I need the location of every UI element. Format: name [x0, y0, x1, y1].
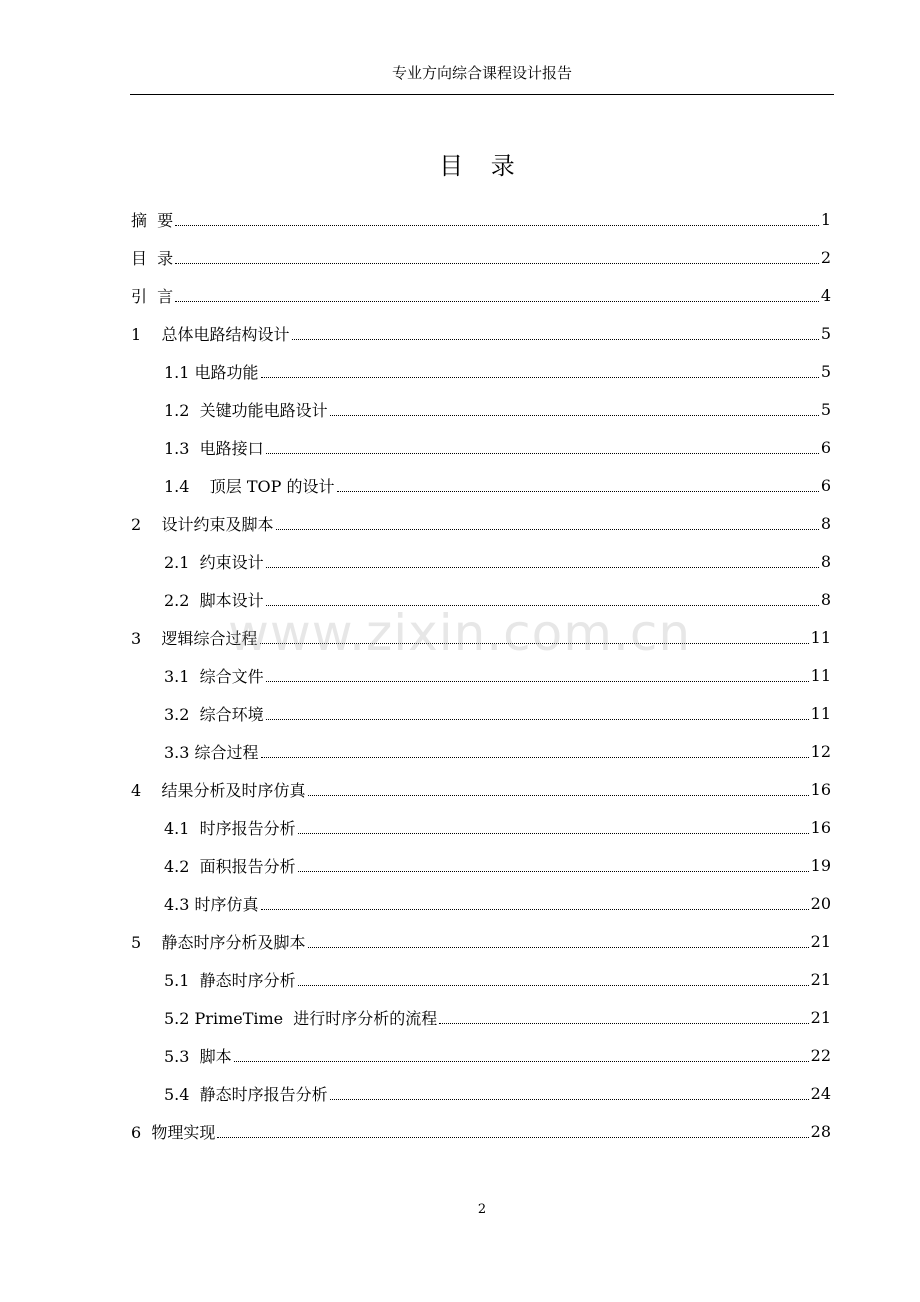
- toc-entry-label: 5.1 静态时序分析: [164, 970, 296, 990]
- toc-entry-page: 5: [820, 323, 831, 343]
- toc-entry-page: 16: [810, 779, 831, 799]
- dot-leader: [261, 756, 809, 758]
- toc-entry-label: 2.2 脚本设计: [164, 590, 264, 610]
- toc-entry-page: 8: [820, 551, 831, 571]
- toc-entry[interactable]: [131, 884, 831, 922]
- toc-entry-label: 4 结果分析及时序仿真: [131, 780, 306, 800]
- dot-leader: [266, 566, 819, 568]
- dot-leader: [217, 1136, 808, 1138]
- toc-entry-label: 目 录: [131, 248, 174, 268]
- dot-leader: [298, 832, 809, 834]
- dot-leader: [330, 414, 819, 416]
- toc-entry-label: 4.1 时序报告分析: [164, 818, 296, 838]
- dot-leader: [308, 794, 809, 796]
- dot-leader: [266, 452, 819, 454]
- dot-leader: [330, 1098, 809, 1100]
- toc-entry-page: 6: [820, 437, 831, 457]
- toc-entry-label: 2.1 约束设计: [164, 552, 264, 572]
- dot-leader: [261, 908, 809, 910]
- toc-entry[interactable]: [131, 770, 831, 808]
- toc-entry-page: 11: [810, 665, 831, 685]
- toc-entry-label: 4.3 时序仿真: [164, 894, 259, 914]
- toc-entry-label: 1.4 顶层 TOP 的设计: [164, 476, 335, 496]
- toc-entry-label: 3.2 综合环境: [164, 704, 264, 724]
- toc-entry[interactable]: [131, 1112, 831, 1150]
- toc-entry[interactable]: [131, 314, 831, 352]
- toc-entry-page: 21: [810, 931, 831, 951]
- dot-leader: [298, 870, 809, 872]
- toc-entry-page: 5: [820, 399, 831, 419]
- toc-entry[interactable]: [131, 466, 831, 504]
- dot-leader: [266, 680, 809, 682]
- toc-entry-page: 19: [810, 855, 831, 875]
- toc-entry[interactable]: [131, 808, 831, 846]
- toc-entry-page: 11: [810, 703, 831, 723]
- dot-leader: [175, 300, 819, 302]
- toc-entry-page: 8: [820, 513, 831, 533]
- dot-leader: [276, 528, 819, 530]
- toc-entry[interactable]: [131, 276, 831, 314]
- dot-leader: [308, 946, 809, 948]
- toc-entry-label: 5 静态时序分析及脚本: [131, 932, 306, 952]
- toc-entry-label: 引 言: [131, 286, 174, 306]
- toc-entry-label: 2 设计约束及脚本: [131, 514, 274, 534]
- dot-leader: [260, 642, 809, 644]
- toc-entry-page: 5: [820, 361, 831, 381]
- toc-entry[interactable]: [131, 732, 831, 770]
- toc-entry-label: 3 逻辑综合过程: [131, 628, 258, 648]
- toc-entry[interactable]: [131, 580, 831, 618]
- toc-entry-page: 11: [810, 627, 831, 647]
- toc-entry[interactable]: [131, 960, 831, 998]
- toc-entry-label: 3.3 综合过程: [164, 742, 259, 762]
- dot-leader: [234, 1060, 809, 1062]
- toc-entry-page: 21: [810, 969, 831, 989]
- toc-entry[interactable]: [131, 200, 831, 238]
- page-number: 2: [477, 1202, 487, 1217]
- toc-entry[interactable]: [131, 504, 831, 542]
- dot-leader: [261, 376, 819, 378]
- toc-entry-label: 5.2 PrimeTime 进行时序分析的流程: [164, 1008, 438, 1028]
- toc-entry[interactable]: [131, 656, 831, 694]
- toc-entry-page: 8: [820, 589, 831, 609]
- dot-leader: [266, 718, 809, 720]
- toc-entry-label: 5.3 脚本: [164, 1046, 232, 1066]
- toc-entry[interactable]: [131, 238, 831, 276]
- dot-leader: [292, 338, 819, 340]
- toc-entry-label: 1 总体电路结构设计: [131, 324, 290, 344]
- dot-leader: [337, 490, 819, 492]
- toc-entry-page: 12: [810, 741, 831, 761]
- toc-entry-label: 摘 要: [131, 210, 174, 230]
- dot-leader: [266, 604, 819, 606]
- toc-entry-page: 1: [820, 209, 831, 229]
- table-of-contents: [131, 200, 831, 1150]
- toc-entry[interactable]: [131, 542, 831, 580]
- toc-entry-label: 1.1 电路功能: [164, 362, 259, 382]
- toc-entry[interactable]: [131, 352, 831, 390]
- toc-entry-label: 3.1 综合文件: [164, 666, 264, 686]
- toc-entry[interactable]: [131, 998, 831, 1036]
- toc-entry[interactable]: [131, 922, 831, 960]
- watermark: www.zixin.com.cn: [228, 604, 692, 662]
- toc-entry-label: 6 物理实现: [131, 1122, 216, 1142]
- toc-entry[interactable]: [131, 618, 831, 656]
- toc-entry-page: 4: [820, 285, 831, 305]
- dot-leader: [175, 224, 819, 226]
- toc-entry-label: 1.2 关键功能电路设计: [164, 400, 328, 420]
- toc-entry-page: 16: [810, 817, 831, 837]
- page-title: 目 录: [439, 152, 525, 180]
- toc-entry-page: 21: [810, 1007, 831, 1027]
- toc-entry-page: 24: [810, 1083, 831, 1103]
- toc-entry[interactable]: [131, 846, 831, 884]
- toc-entry-label: 4.2 面积报告分析: [164, 856, 296, 876]
- toc-entry-page: 28: [810, 1121, 831, 1141]
- toc-entry[interactable]: [131, 390, 831, 428]
- toc-entry-label: 1.3 电路接口: [164, 438, 264, 458]
- toc-entry-page: 6: [820, 475, 831, 495]
- toc-entry-page: 2: [820, 247, 831, 267]
- header-rule: [130, 94, 834, 95]
- toc-entry[interactable]: [131, 428, 831, 466]
- toc-entry[interactable]: [131, 1074, 831, 1112]
- toc-entry-label: 5.4 静态时序报告分析: [164, 1084, 328, 1104]
- toc-entry-page: 22: [810, 1045, 831, 1065]
- dot-leader: [175, 262, 819, 264]
- toc-entry[interactable]: [131, 1036, 831, 1074]
- dot-leader: [298, 984, 809, 986]
- toc-entry-page: 20: [810, 893, 831, 913]
- toc-entry[interactable]: [131, 694, 831, 732]
- dot-leader: [439, 1022, 808, 1024]
- running-header: 专业方向综合课程设计报告: [391, 64, 572, 82]
